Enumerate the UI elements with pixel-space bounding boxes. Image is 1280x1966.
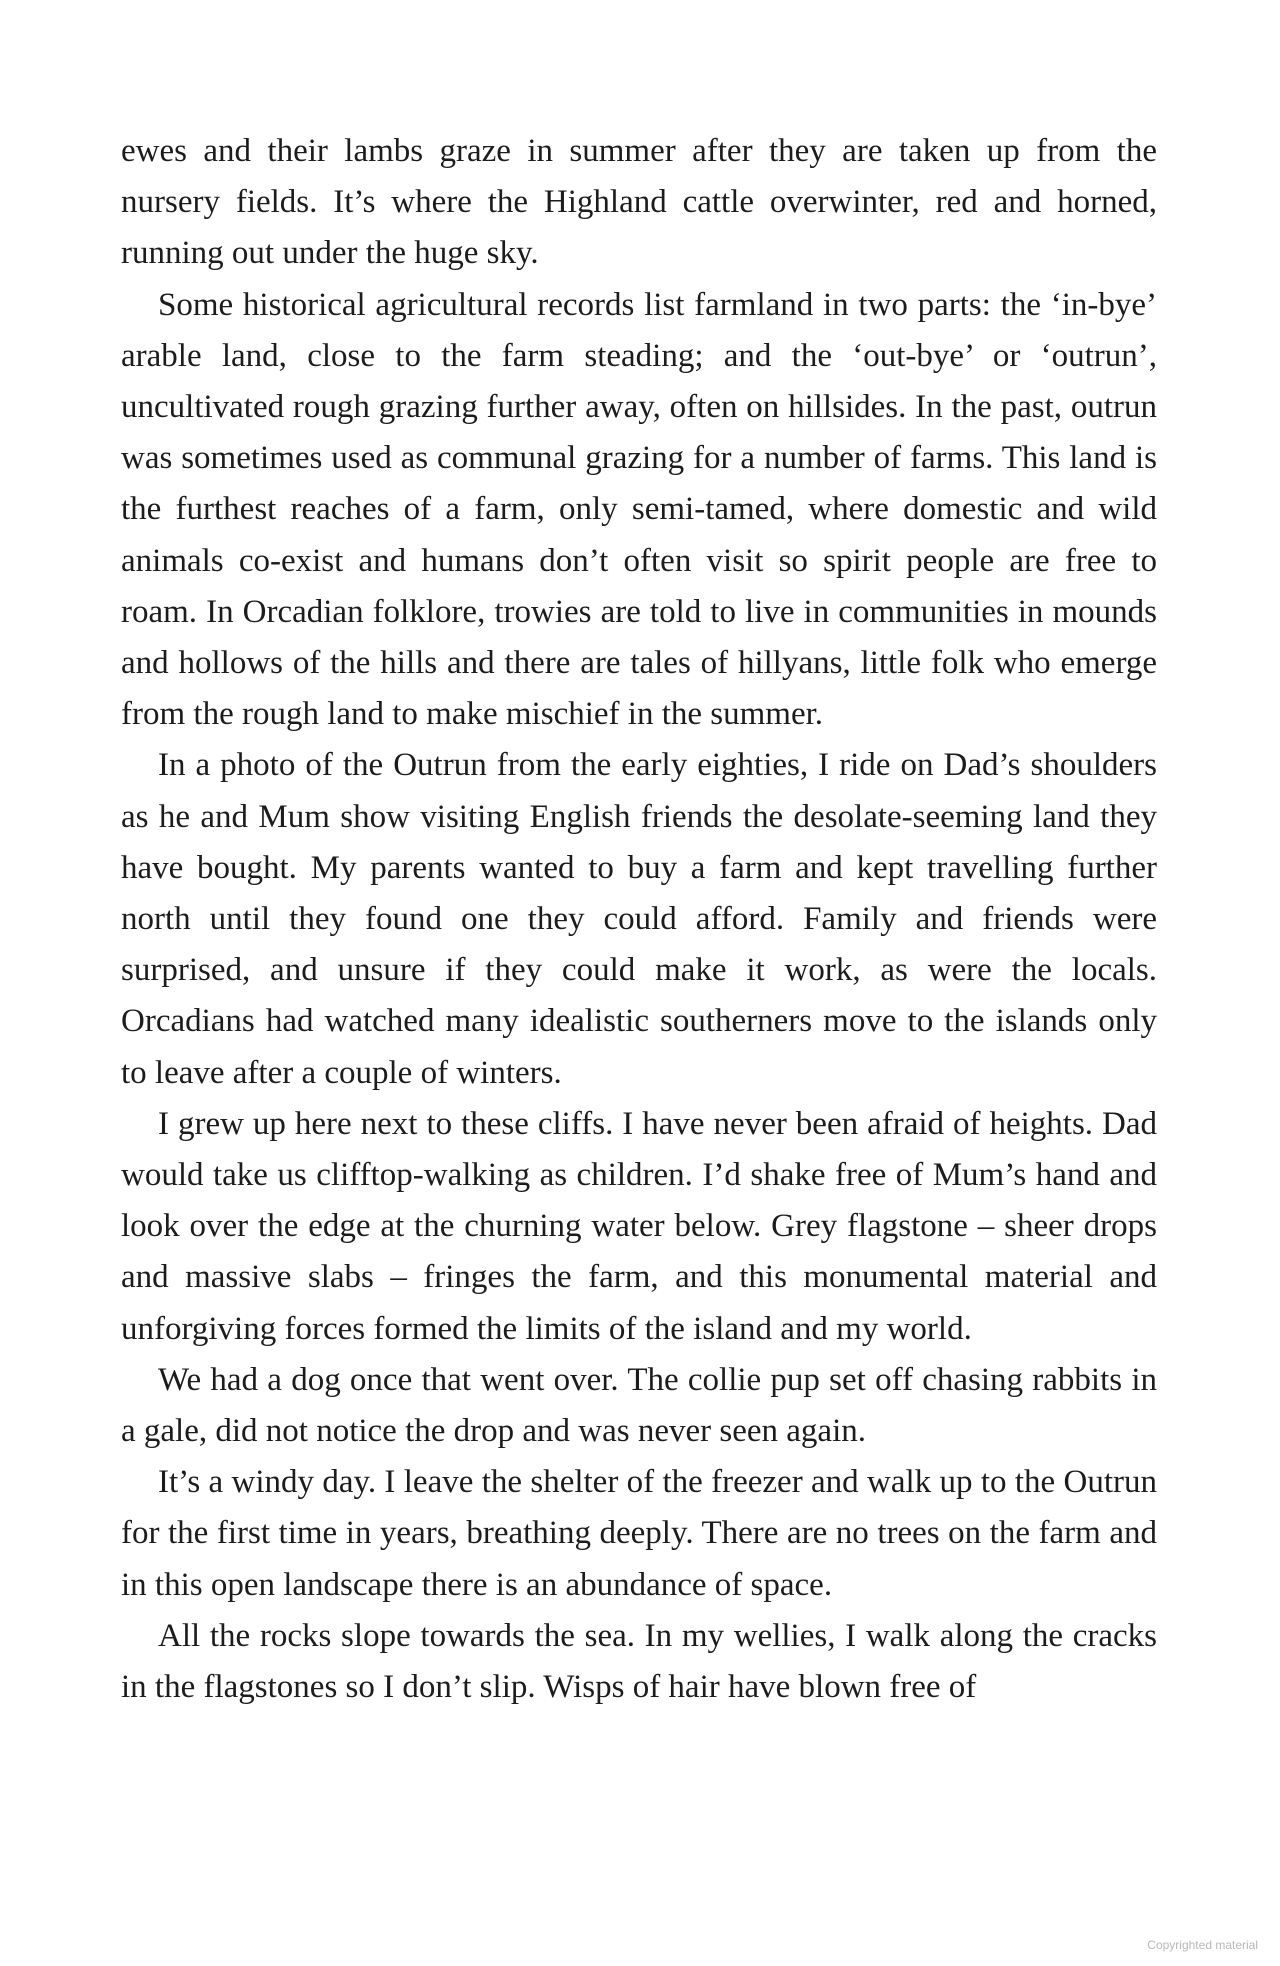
paragraph: All the rocks slope towards the sea. In my wellies, I walk along the cracks in the flagstones so I don’t slip. Wisps of hair have blown free of <box>121 1617 1157 1706</box>
paragraph: It’s a windy day. I leave the shelter of the freezer and walk up to the Outrun for the first time in years, breathing deeply. There are no trees on the farm and in this open landscape there is an abundance of space. <box>121 1464 1157 1603</box>
paragraph: Some historical agricultural records list farmland in two parts: the ‘in-bye’ arable land, close to the farm steading; and the ‘out-bye’ or ‘outrun’, uncultivated rough grazing further away, often on hillsides. In the past, outrun was sometimes used as communal grazing for a number of farms. This land is the furthest reaches of a farm, only semi-tamed, where domestic and wild animals co-exist and humans don’t often visit so spirit people are free to roam. In Orcadian folklore, trowies are told to live in communities in mounds and hollows of the hills and there are tales of hillyans, little folk who emerge from the rough land to make mischief in the summer. <box>121 286 1157 733</box>
paragraph: I grew up here next to these cliffs. I have never been afraid of heights. Dad would take us clifftop-walking as children. I’d shake free of Mum’s hand and look over the edge at the churning water below. Grey flagstone – sheer drops and massive slabs – fringes the farm, and this monumental material and unforgiving forces formed the limits of the island and my world. <box>121 1105 1157 1347</box>
body-text <box>121 126 1157 1713</box>
copyright-watermark: Copyrighted material <box>1147 1938 1258 1952</box>
paragraph: In a photo of the Outrun from the early eighties, I ride on Dad’s shoulders as he and Mum show visiting English friends the desolate-seeming land they have bought. My parents wanted to buy a farm and kept travelling further north until they found one they could afford. Family and friends were surprised, and unsure if they could make it work, as were the locals. Orcadians had watched many idealistic southerners move to the islands only to leave after a couple of winters. <box>121 747 1157 1091</box>
paragraph: We had a dog once that went over. The collie pup set off chasing rabbits in a gale, did not notice the drop and was never seen again. <box>121 1361 1157 1450</box>
paragraph: ewes and their lambs graze in summer after they are taken up from the nursery fields. It’s where the Highland cattle overwinter, red and horned, running out under the huge sky. <box>121 133 1157 272</box>
